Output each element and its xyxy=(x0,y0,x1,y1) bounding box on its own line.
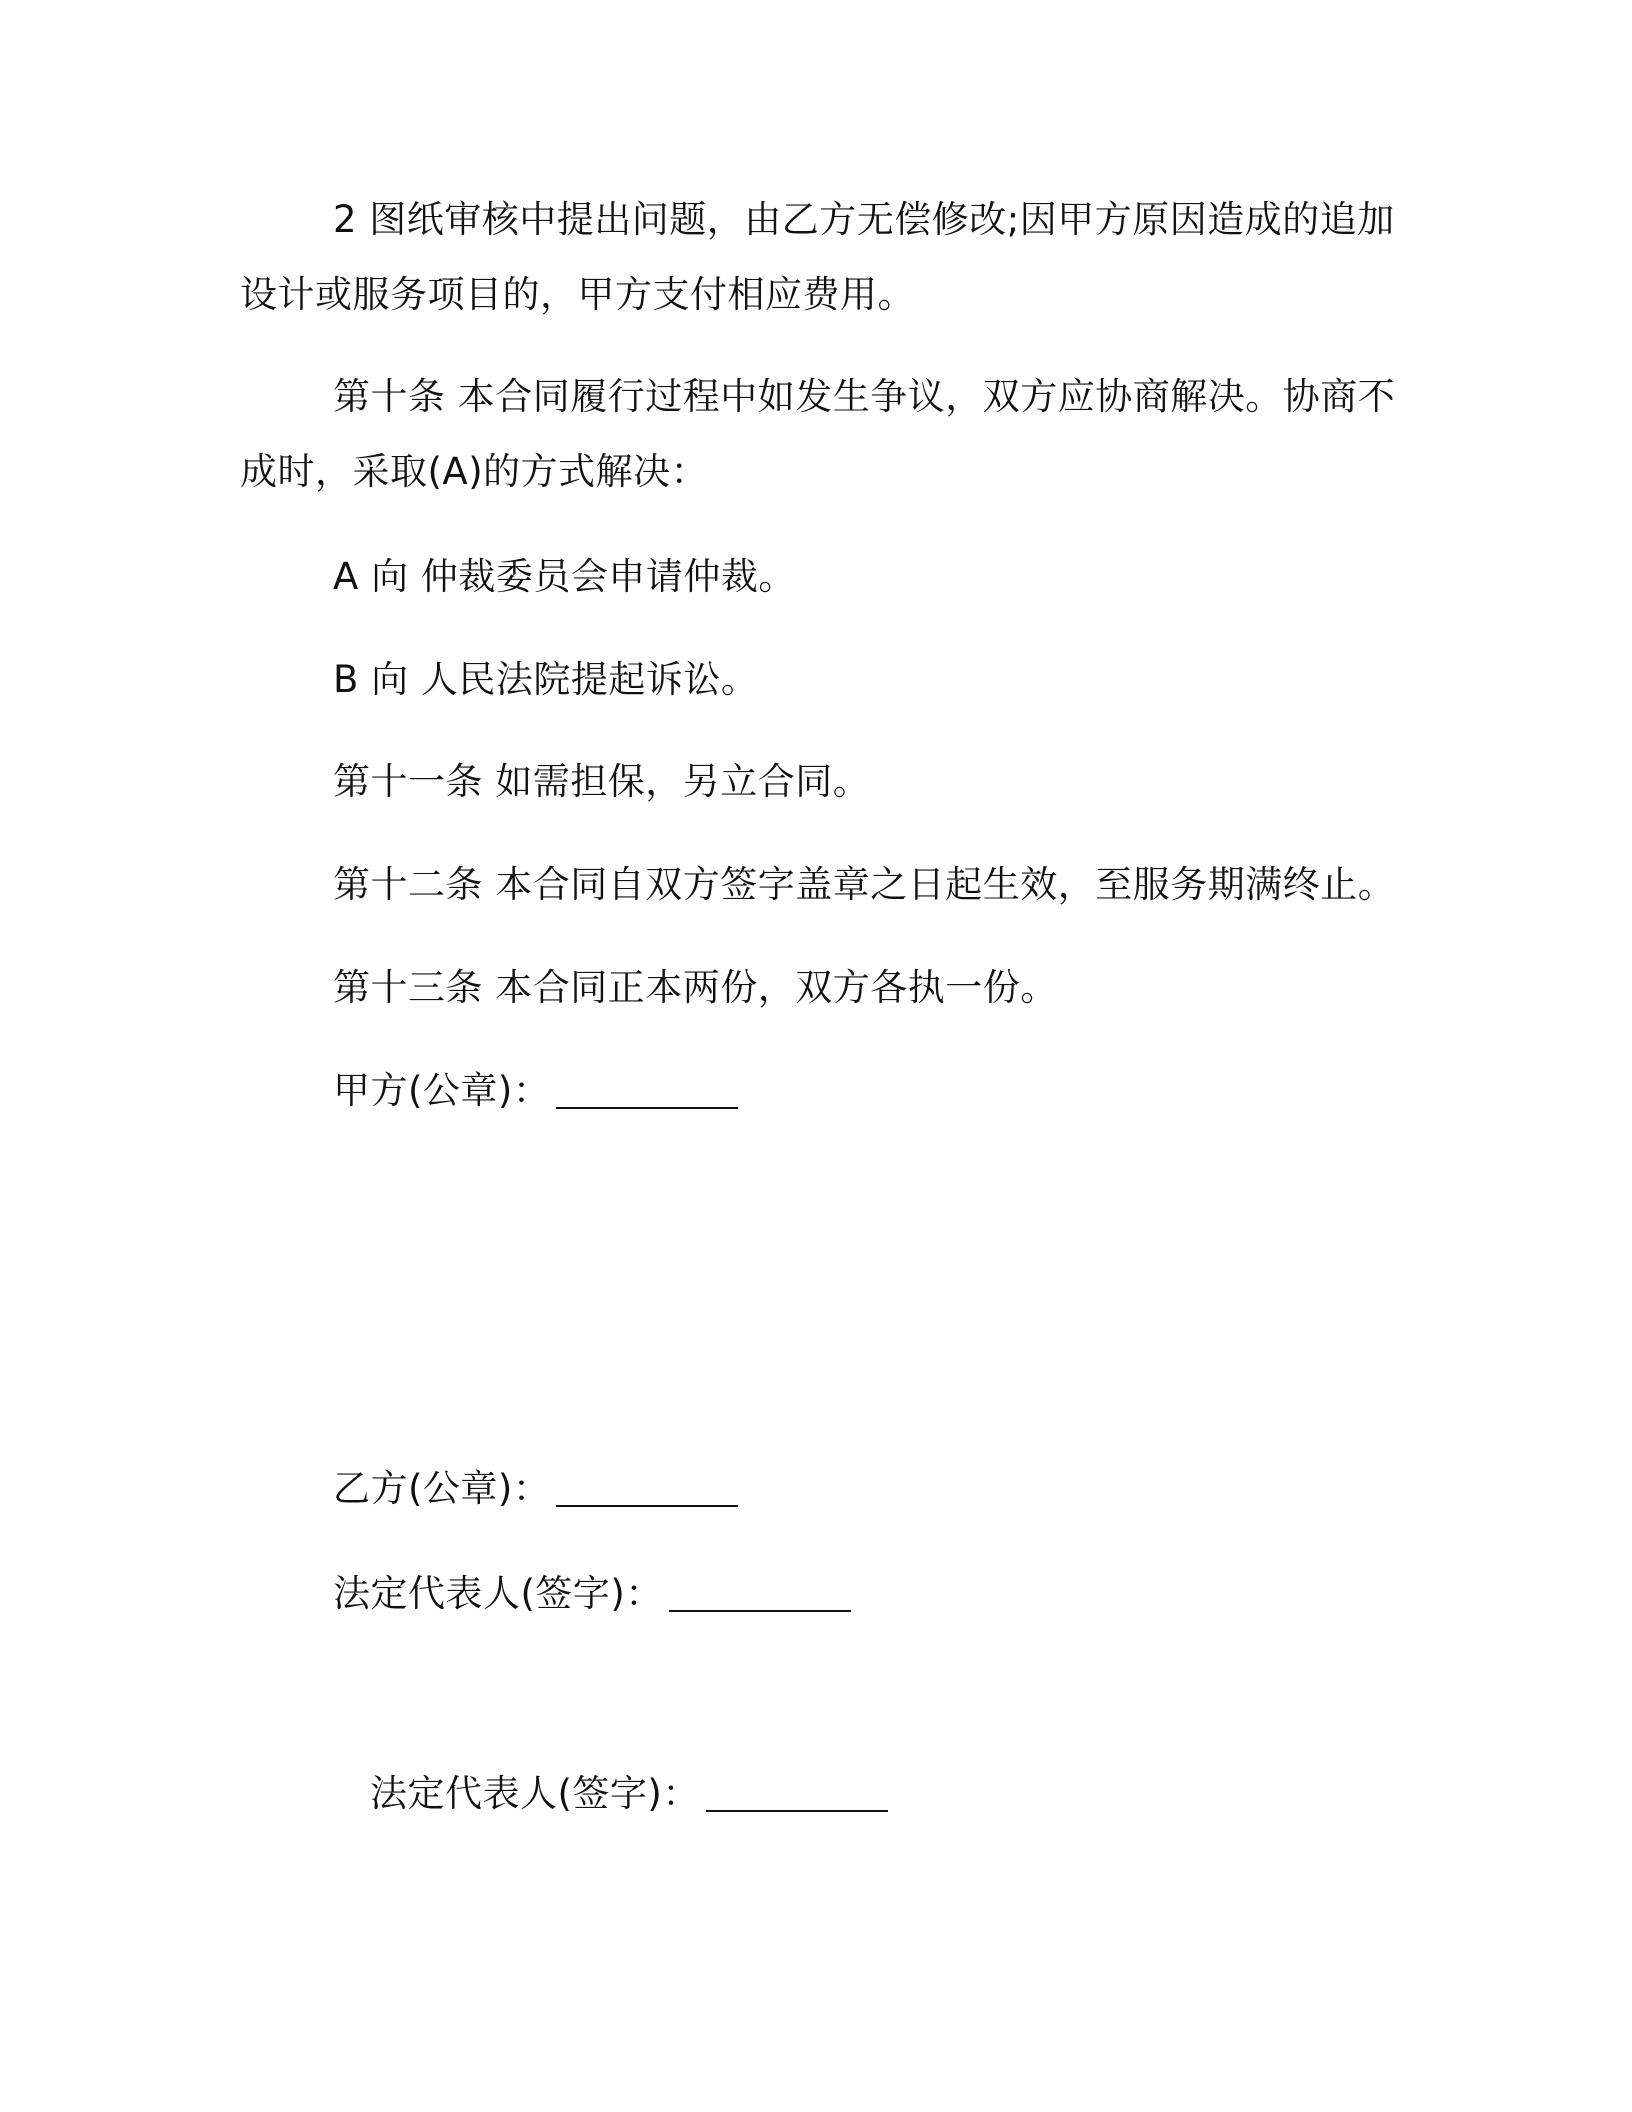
clause12: 第十二条 本合同自双方签字盖章之日起生效，至服务期满终止。 xyxy=(333,863,1396,906)
legal-rep-line-2 xyxy=(370,1770,888,1818)
legal-rep-line-1 xyxy=(333,1570,851,1618)
party-b-seal-blank xyxy=(556,1471,738,1507)
legal-rep-blank-1 xyxy=(669,1576,851,1612)
clause13: 第十三条 本合同正本两份，双方各执一份。 xyxy=(333,966,1058,1009)
clause10-line2: 成时，采取(A)的方式解决： xyxy=(240,450,709,493)
party-a-seal-blank xyxy=(556,1073,738,1109)
clause11: 第十一条 如需担保，另立合同。 xyxy=(333,760,871,803)
clause9-item2-line1: 2 图纸审核中提出问题，由乙方无偿修改;因甲方原因造成的追加 xyxy=(333,198,1395,241)
clause10-line1: 第十条 本合同履行过程中如发生争议，双方应协商解决。协商不 xyxy=(333,375,1396,418)
legal-rep-label-1: 法定代表人(签字)： xyxy=(333,1572,663,1615)
legal-rep-label-2: 法定代表人(签字)： xyxy=(370,1772,700,1815)
clause9-item2-line2: 设计或服务项目的，甲方支付相应费用。 xyxy=(240,273,915,316)
legal-rep-blank-2 xyxy=(706,1776,888,1812)
party-b-seal-line xyxy=(333,1465,738,1513)
option-b: B 向 人民法院提起诉讼。 xyxy=(333,658,759,701)
party-a-seal-label: 甲方(公章)： xyxy=(333,1069,551,1112)
party-a-seal-line xyxy=(333,1067,738,1115)
option-a: A 向 仲裁委员会申请仲裁。 xyxy=(333,555,796,598)
party-b-seal-label: 乙方(公章)： xyxy=(333,1467,551,1510)
